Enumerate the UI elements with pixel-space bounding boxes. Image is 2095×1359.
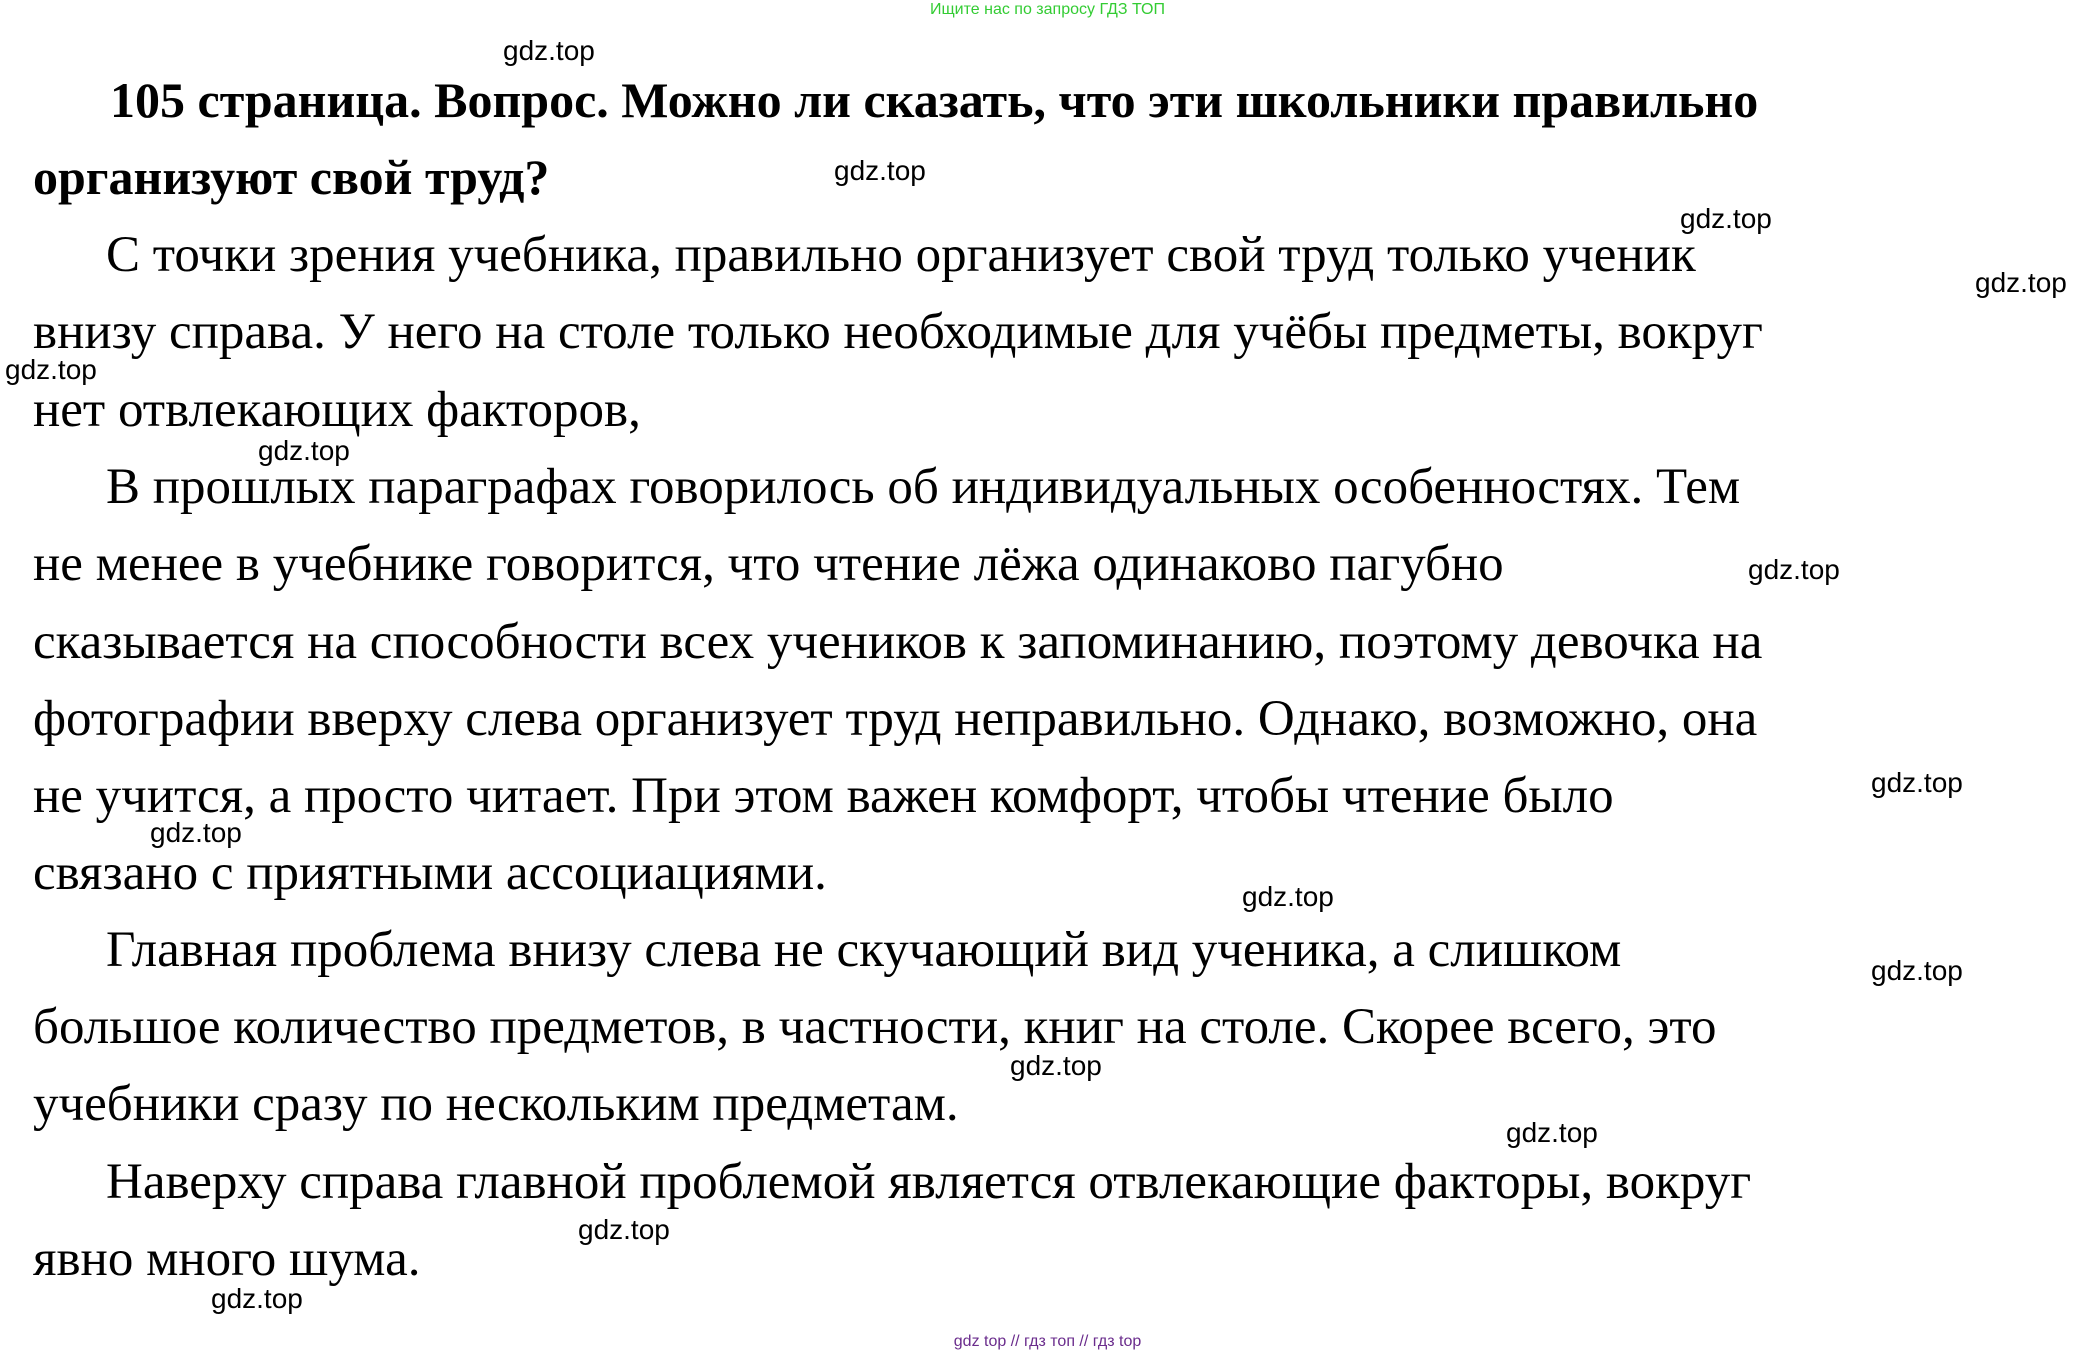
body-line: Наверху справа главной проблемой является отвлекающие факторы, вокруг [106,1154,1752,1210]
body-line: не учится, а просто читает. При этом важен комфорт, чтобы чтение было [33,768,1614,824]
body-line: сказывается на способности всех учеников к запоминанию, поэтому девочка на [33,614,1763,670]
body-line: нет отвлекающих факторов, [33,382,641,438]
watermark: gdz.top [578,1214,670,1245]
watermark: gdz.top [1975,267,2067,298]
footer-links: gdz top // гдз топ // гдз top [953,1333,1142,1350]
body-line: учебники сразу по нескольким предметам. [33,1076,959,1132]
body-line: явно много шума. [33,1231,421,1287]
watermark: gdz.top [150,817,242,848]
body-line: связано с приятными ассоциациями. [33,845,827,901]
watermark: gdz.top [1871,767,1963,798]
watermark: gdz.top [1010,1050,1102,1081]
watermark: gdz.top [1506,1117,1598,1148]
watermark: gdz.top [1748,554,1840,585]
body-line: Главная проблема внизу слева не скучающий вид ученика, а слишком [106,922,1622,978]
watermark: gdz.top [5,354,97,385]
watermark: gdz.top [1871,955,1963,986]
body-line: внизу справа. У него на столе только необходимые для учёбы предметы, вокруг [33,304,1763,360]
body-line: фотографии вверху слева организует труд неправильно. Однако, возможно, она [33,691,1758,747]
watermark: gdz.top [503,35,595,66]
body-line: С точки зрения учебника, правильно организует свой труд только ученик [106,227,1696,283]
body-line: большое количество предметов, в частности, книг на столе. Скорее всего, это [33,999,1717,1055]
page-title-line-1: 105 страница. Вопрос. Можно ли сказать, что эти школьники правильно [110,72,1759,128]
page-title-line-2: организуют свой труд? [33,149,550,205]
watermark: gdz.top [1680,203,1772,234]
top-banner: Ищите нас по запросу ГДЗ ТОП [930,1,1165,18]
body-line: В прошлых параграфах говорилось об индивидуальных особенностях. Тем [106,459,1741,515]
watermark: gdz.top [834,155,926,186]
watermark: gdz.top [258,435,350,466]
watermark: gdz.top [1242,881,1334,912]
body-line: не менее в учебнике говорится, что чтение лёжа одинаково пагубно [33,536,1504,592]
watermark: gdz.top [211,1283,303,1314]
